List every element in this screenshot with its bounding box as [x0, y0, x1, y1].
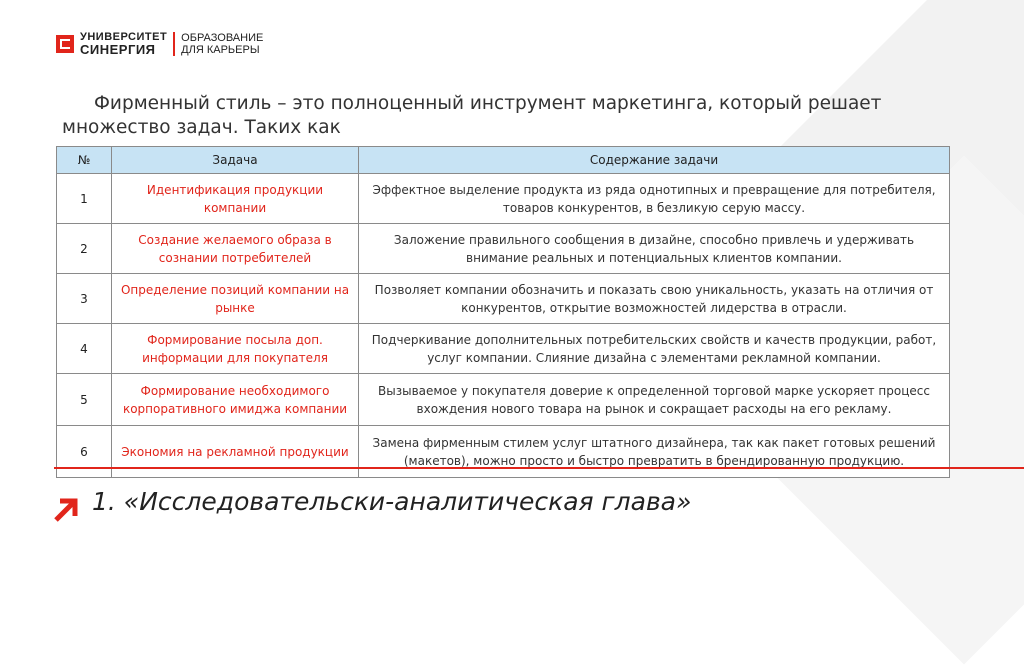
- tasks-table: [56, 146, 950, 478]
- table-row: [57, 224, 950, 274]
- table-row: [57, 274, 950, 324]
- header-number: №: [57, 147, 112, 174]
- logo-name-line2: СИНЕРГИЯ: [80, 42, 156, 57]
- chapter-title: 1. «Исследовательски-аналитическая глава»: [92, 487, 692, 516]
- row-task: Экономия на рекламной продукции: [112, 426, 359, 478]
- row-number: 1: [57, 174, 112, 224]
- table-row: [57, 426, 950, 478]
- row-task: Формирование необходимого корпоративного имиджа компании: [112, 374, 359, 426]
- row-number: 2: [57, 224, 112, 274]
- row-content: Эффектное выделение продукта из ряда однотипных и превращение для потребителя, товаров конкурентов, в безликую серую массу.: [359, 174, 950, 224]
- table-header-row: [57, 147, 950, 174]
- logo-name: [80, 32, 167, 56]
- row-task: Определение позиций компании на рынке: [112, 274, 359, 324]
- row-content: Позволяет компании обозначить и показать свою уникальность, указать на отличия от конкурентов, открытие возможностей лидерства в отрасли.: [359, 274, 950, 324]
- header-content: Содержание задачи: [359, 147, 950, 174]
- logo-mark-icon: [56, 35, 74, 53]
- row-content: Замена фирменным стилем услуг штатного дизайнера, так как пакет готовых решений (макетов), можно просто и быстро превратить в брендированную продукцию.: [359, 426, 950, 478]
- row-number: 3: [57, 274, 112, 324]
- row-number: 5: [57, 374, 112, 426]
- logo-name-line1: УНИВЕРСИТЕТ: [80, 31, 168, 43]
- logo-tagline-line2: ДЛЯ КАРЬЕРЫ: [181, 44, 260, 56]
- row-number: 4: [57, 324, 112, 374]
- row-task: Идентификация продукции компании: [112, 174, 359, 224]
- row-content: Подчеркивание дополнительных потребительских свойств и качеств продукции, работ, услуг компании. Слияние дизайна с элементами рекламной компании.: [359, 324, 950, 374]
- row-number: 6: [57, 426, 112, 478]
- logo-divider: [173, 32, 175, 56]
- arrow-icon: [52, 496, 80, 524]
- intro-paragraph: Фирменный стиль – это полноценный инструмент маркетинга, который решает множество задач. Таких как: [62, 93, 882, 138]
- row-content: Заложение правильного сообщения в дизайне, способно привлечь и удерживать внимание реальных и потенциальных клиентов компании.: [359, 224, 950, 274]
- logo: [56, 32, 263, 56]
- table-row: [57, 174, 950, 224]
- table-row: [57, 374, 950, 426]
- row-content: Вызываемое у покупателя доверие к определенной торговой марке ускоряет процесс вхождения нового товара на рынок и сокращает расходы на его рекламу.: [359, 374, 950, 426]
- logo-tagline-line1: ОБРАЗОВАНИЕ: [181, 32, 264, 44]
- table-row: [57, 324, 950, 374]
- row-task: Создание желаемого образа в сознании потребителей: [112, 224, 359, 274]
- row-task: Формирование посыла доп. информации для покупателя: [112, 324, 359, 374]
- logo-tagline: [181, 32, 263, 56]
- accent-line: [54, 467, 1024, 469]
- header-task: Задача: [112, 147, 359, 174]
